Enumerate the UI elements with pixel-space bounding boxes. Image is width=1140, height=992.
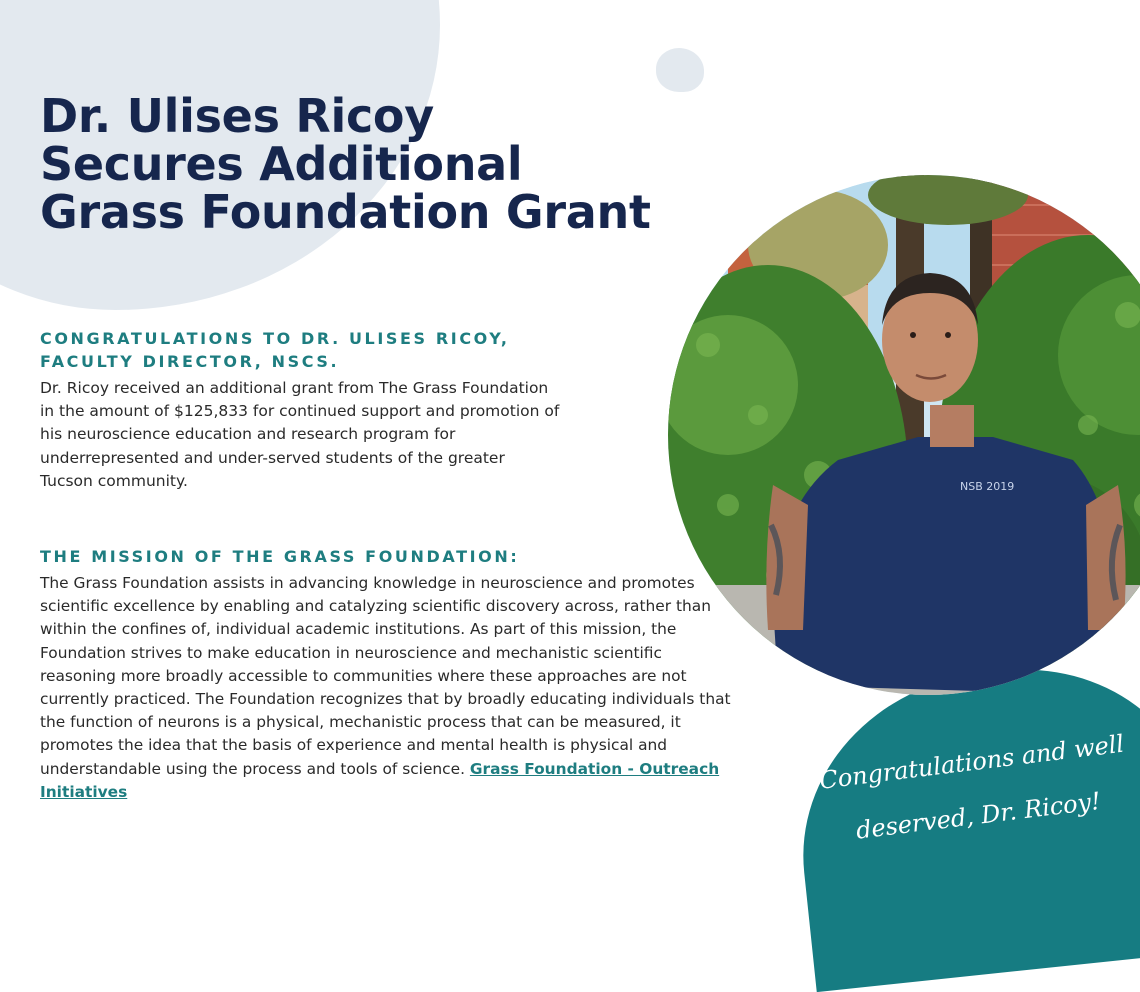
mission-body-paragraph [40,572,740,804]
title-line-2: Secures Additional [40,137,523,191]
congrats-heading-line-2: FACULTY DIRECTOR, NSCS. [40,352,340,371]
mission-section [40,545,740,804]
outreach-initiatives-link[interactable]: Grass Foundation - Outreach Initiatives [40,759,720,801]
mission-heading: THE MISSION OF THE GRASS FOUNDATION: [40,547,520,566]
mission-body: The Grass Foundation assists in advancing knowledge in neuroscience and promotes scientific excellence by enabling and catalyzing scientific discovery across, rather than within the confines of, individual academic institutions. As part of this mission, the Foundation strives to make education in neuroscience and mechanistic scientific reasoning more broadly accessible to communities where these approaches are not currently practiced. The Foundation recognizes that by broadly educating individuals that the function of neurons is a physical, mechanistic process that can be measured, it promotes the idea that the basis of experience and mental health is physical and understandable using the process and tools of science. [40,574,731,778]
quote-line-1: Congratulations and well [817,729,1126,795]
congrats-body: Dr. Ricoy received an additional grant from The Grass Foundation in the amount of $125,833 for continued support and promotion of his neuroscience education and research program for underrepresented and under-served students of the greater Tucson community. [40,379,560,490]
congrats-heading [40,327,740,373]
shirt-logo-text: NSB 2019 [960,480,1015,493]
congrats-section [40,327,740,493]
title-line-1: Dr. Ulises Ricoy [40,89,434,143]
title-line-3: Grass Foundation Grant [40,185,651,239]
congrats-heading-line-1: CONGRATULATIONS TO DR. ULISES RICOY, [40,329,510,348]
decorative-dot [656,48,704,92]
page-title [40,89,720,239]
quote-line-2: deserved, Dr. Ricoy! [854,786,1103,845]
